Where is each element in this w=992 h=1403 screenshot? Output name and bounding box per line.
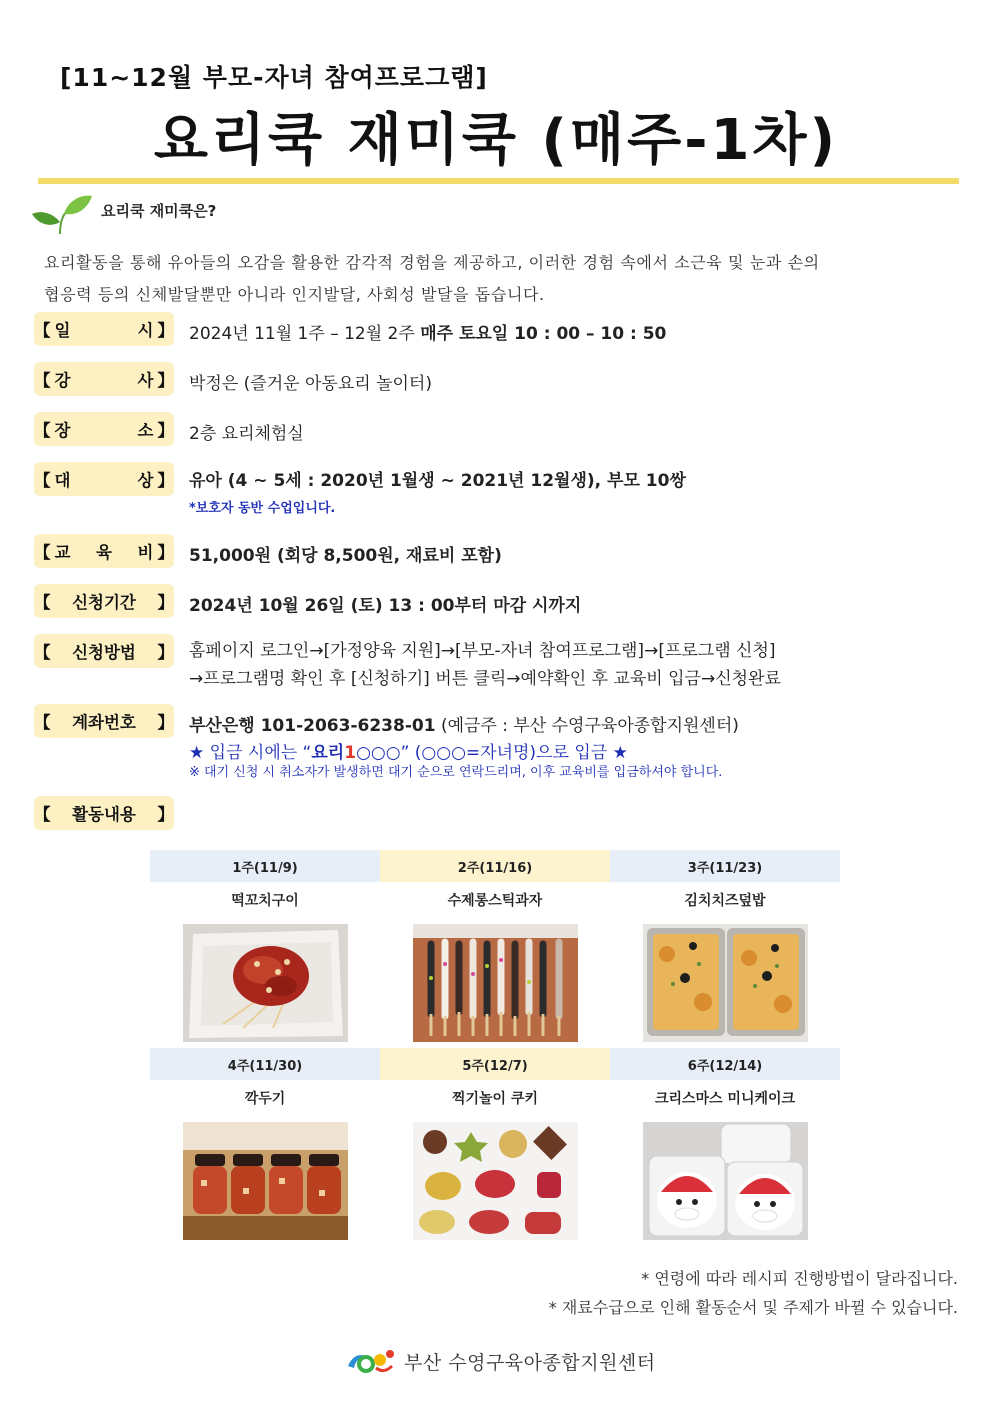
page-title: 요리쿡 재미쿡 (매주-1차) xyxy=(153,108,839,173)
menu-name: 떡꼬치구이 xyxy=(231,893,299,909)
menu-name: 크리스마스 미니케이크 xyxy=(654,1091,796,1107)
label-schedule: 【 일 시 】 xyxy=(34,312,174,346)
account-value: 부산은행 101-2063-6238-01 (예금주 : 부산 수영구육아종합지원센터) xyxy=(189,716,739,736)
label-instructor: 【 강 사 】 xyxy=(34,362,174,396)
place-value: 2층 요리체험실 xyxy=(189,424,304,444)
menu-name-row xyxy=(150,882,840,918)
guardian-note: *보호자 동반 수업입니다. xyxy=(189,501,336,516)
title-divider xyxy=(38,178,959,184)
program-subtitle: [11~12월 부모-자녀 참여프로그램] xyxy=(60,63,488,92)
photo-row xyxy=(150,918,840,1048)
sprout-leaf-icon xyxy=(30,192,94,236)
week-label: 4주(11/30) xyxy=(150,1048,380,1080)
label-application-method: 【 신청방법 】 xyxy=(34,634,174,668)
target-value: 유아 (4 ~ 5세 : 2020년 1월생 ~ 2021년 12월생), 부모 10쌍 xyxy=(189,471,686,491)
label-place: 【 장 소 】 xyxy=(34,412,174,446)
stamp-cookie-photo xyxy=(413,1122,578,1240)
activity-grid xyxy=(150,850,840,1246)
label-target: 【 대 상 】 xyxy=(34,462,174,496)
label-application-period: 【 신청기간 】 xyxy=(34,584,174,618)
waitlist-note: ※ 대기 신청 시 취소자가 발생하면 대기 순으로 연락드리며, 이후 교육비를 입금하셔야 합니다. xyxy=(189,765,723,780)
footnote: * 재료수급으로 인해 활동순서 및 주제가 바뀔 수 있습니다. xyxy=(548,1298,958,1317)
week-header-row xyxy=(150,1048,840,1080)
method-line: 홈페이지 로그인→[가정양육 지원]→[부모-자녀 참여프로그램]→[프로그램 신청] xyxy=(189,641,776,661)
label-activity: 【 활동내용 】 xyxy=(34,796,174,830)
kimchi-cheese-rice-photo xyxy=(643,924,808,1042)
intro-text-line: 요리활동을 통해 유아들의 오감을 활용한 감각적 경험을 제공하고, 이러한 경험 속에서 소근육 및 눈과 손의 xyxy=(44,253,820,272)
menu-name: 깍두기 xyxy=(244,1091,286,1107)
menu-name-row xyxy=(150,1080,840,1116)
week-label: 6주(12/14) xyxy=(610,1048,840,1080)
kkakdugi-photo xyxy=(183,1122,348,1240)
christmas-mini-cake-photo xyxy=(643,1122,808,1240)
menu-name: 찍기놀이 쿠키 xyxy=(451,1091,539,1107)
fee-value: 51,000원 (회당 8,500원, 재료비 포함) xyxy=(189,546,502,566)
menu-name: 김치치즈덮밥 xyxy=(684,893,766,909)
week-header-row xyxy=(150,850,840,882)
instructor-value: 박정은 (즐거운 아동요리 놀이터) xyxy=(189,374,432,394)
deposit-instruction: ★ 입금 시에는 “요리1○○○” (○○○=자녀명)으로 입금 ★ xyxy=(189,743,628,763)
center-logo-icon xyxy=(344,1346,398,1376)
photo-row xyxy=(150,1116,840,1246)
label-fee: 【 교 육 비 】 xyxy=(34,534,174,568)
week-label: 1주(11/9) xyxy=(150,850,380,882)
intro-heading: 요리쿡 재미쿡은? xyxy=(101,202,217,220)
footnote: * 연령에 따라 레시피 진행방법이 달라집니다. xyxy=(641,1269,958,1288)
schedule-value: 2024년 11월 1주 – 12월 2주 매주 토요일 10 : 00 – 10 : 50 xyxy=(189,324,667,344)
organization-name: 부산 수영구육아종합지원센터 xyxy=(404,1352,656,1374)
method-line: →프로그램명 확인 후 [신청하기] 버튼 클릭→예약확인 후 교육비 입금→신청완료 xyxy=(189,669,781,689)
label-account: 【 계좌번호 】 xyxy=(34,704,174,738)
week-label: 5주(12/7) xyxy=(380,1048,610,1080)
week-label: 2주(11/16) xyxy=(380,850,610,882)
long-stick-snack-photo xyxy=(413,924,578,1042)
menu-name: 수제롱스틱과자 xyxy=(447,893,543,909)
week-label: 3주(11/23) xyxy=(610,850,840,882)
application-period-value: 2024년 10월 26일 (토) 13 : 00부터 마감 시까지 xyxy=(189,596,582,616)
intro-text-line: 협응력 등의 신체발달뿐만 아니라 인지발달, 사회성 발달을 돕습니다. xyxy=(44,285,545,304)
tteok-skewer-photo xyxy=(183,924,348,1042)
